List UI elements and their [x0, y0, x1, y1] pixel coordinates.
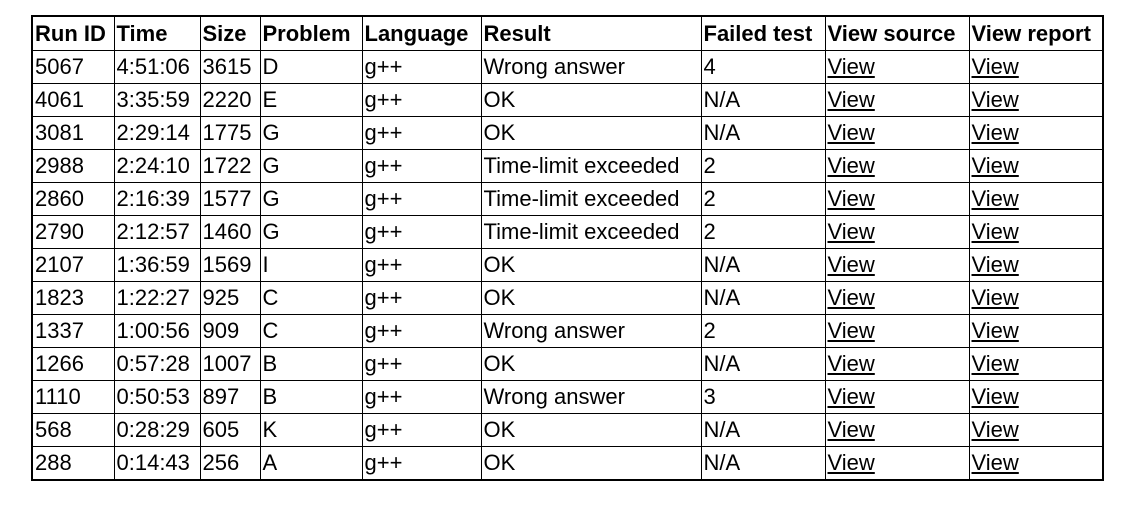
view-source-link[interactable]: View: [827, 219, 875, 244]
view-source-cell: [825, 150, 969, 183]
cell-time: 4:51:06: [114, 51, 200, 84]
view-report-cell: [969, 348, 1103, 381]
view-source-link[interactable]: View: [827, 450, 875, 475]
cell-result: Wrong answer: [481, 381, 701, 414]
cell-time: 3:35:59: [114, 84, 200, 117]
view-source-cell: [825, 51, 969, 84]
cell-failed-test: 2: [701, 216, 825, 249]
cell-language: g++: [362, 282, 481, 315]
cell-time: 0:14:43: [114, 447, 200, 481]
cell-result: OK: [481, 414, 701, 447]
cell-problem: C: [260, 315, 362, 348]
cell-failed-test: 4: [701, 51, 825, 84]
cell-language: g++: [362, 249, 481, 282]
view-source-cell: [825, 117, 969, 150]
view-source-cell: [825, 315, 969, 348]
cell-problem: G: [260, 183, 362, 216]
cell-result: Wrong answer: [481, 315, 701, 348]
cell-run-id: 288: [32, 447, 114, 481]
view-report-cell: [969, 216, 1103, 249]
cell-run-id: 1337: [32, 315, 114, 348]
cell-run-id: 4061: [32, 84, 114, 117]
header-size: Size: [200, 16, 260, 51]
cell-language: g++: [362, 51, 481, 84]
header-problem: Problem: [260, 16, 362, 51]
header-time: Time: [114, 16, 200, 51]
header-language: Language: [362, 16, 481, 51]
cell-size: 909: [200, 315, 260, 348]
table-row: [32, 216, 1103, 249]
view-report-cell: [969, 117, 1103, 150]
table-row: [32, 414, 1103, 447]
view-report-link[interactable]: View: [971, 219, 1019, 244]
cell-time: 2:29:14: [114, 117, 200, 150]
header-failed-test: Failed test: [701, 16, 825, 51]
cell-language: g++: [362, 381, 481, 414]
view-source-link[interactable]: View: [827, 186, 875, 211]
view-report-cell: [969, 414, 1103, 447]
cell-language: g++: [362, 414, 481, 447]
cell-result: Time-limit exceeded: [481, 216, 701, 249]
cell-language: g++: [362, 183, 481, 216]
view-report-cell: [969, 447, 1103, 481]
cell-result: Time-limit exceeded: [481, 150, 701, 183]
cell-problem: B: [260, 381, 362, 414]
view-source-link[interactable]: View: [827, 384, 875, 409]
cell-language: g++: [362, 150, 481, 183]
view-report-link[interactable]: View: [971, 153, 1019, 178]
cell-run-id: 1823: [32, 282, 114, 315]
view-report-link[interactable]: View: [971, 87, 1019, 112]
cell-result: OK: [481, 282, 701, 315]
table-row: [32, 183, 1103, 216]
table-row: [32, 249, 1103, 282]
cell-run-id: 1110: [32, 381, 114, 414]
cell-result: OK: [481, 84, 701, 117]
view-source-cell: [825, 282, 969, 315]
table-row: [32, 315, 1103, 348]
cell-time: 0:57:28: [114, 348, 200, 381]
cell-run-id: 2107: [32, 249, 114, 282]
cell-size: 1577: [200, 183, 260, 216]
view-report-cell: [969, 381, 1103, 414]
runs-table: [31, 15, 1104, 481]
cell-failed-test: N/A: [701, 282, 825, 315]
header-view-report: View report: [969, 16, 1103, 51]
view-report-cell: [969, 249, 1103, 282]
view-report-cell: [969, 282, 1103, 315]
view-report-link[interactable]: View: [971, 351, 1019, 376]
cell-size: 1007: [200, 348, 260, 381]
cell-size: 1775: [200, 117, 260, 150]
view-source-cell: [825, 216, 969, 249]
cell-size: 1722: [200, 150, 260, 183]
view-report-link[interactable]: View: [971, 450, 1019, 475]
view-source-cell: [825, 249, 969, 282]
cell-run-id: 3081: [32, 117, 114, 150]
cell-language: g++: [362, 84, 481, 117]
view-report-link[interactable]: View: [971, 120, 1019, 145]
view-source-cell: [825, 183, 969, 216]
cell-run-id: 5067: [32, 51, 114, 84]
table-row: [32, 348, 1103, 381]
view-source-link[interactable]: View: [827, 120, 875, 145]
view-source-link[interactable]: View: [827, 153, 875, 178]
cell-size: 897: [200, 381, 260, 414]
table-body: [32, 51, 1103, 481]
view-report-cell: [969, 51, 1103, 84]
header-view-source: View source: [825, 16, 969, 51]
cell-size: 1460: [200, 216, 260, 249]
cell-result: OK: [481, 348, 701, 381]
cell-problem: G: [260, 150, 362, 183]
view-report-link[interactable]: View: [971, 54, 1019, 79]
cell-result: OK: [481, 117, 701, 150]
cell-run-id: 1266: [32, 348, 114, 381]
cell-size: 2220: [200, 84, 260, 117]
cell-size: 3615: [200, 51, 260, 84]
cell-run-id: 2790: [32, 216, 114, 249]
cell-size: 256: [200, 447, 260, 481]
cell-problem: D: [260, 51, 362, 84]
cell-time: 1:22:27: [114, 282, 200, 315]
cell-problem: G: [260, 216, 362, 249]
table-row: [32, 282, 1103, 315]
cell-problem: A: [260, 447, 362, 481]
cell-failed-test: 2: [701, 150, 825, 183]
table-row: [32, 150, 1103, 183]
view-source-cell: [825, 84, 969, 117]
view-report-cell: [969, 183, 1103, 216]
cell-run-id: 568: [32, 414, 114, 447]
view-source-cell: [825, 447, 969, 481]
view-source-link[interactable]: View: [827, 351, 875, 376]
view-source-cell: [825, 414, 969, 447]
cell-problem: B: [260, 348, 362, 381]
cell-problem: C: [260, 282, 362, 315]
view-report-link[interactable]: View: [971, 417, 1019, 442]
view-source-link[interactable]: View: [827, 54, 875, 79]
cell-time: 2:12:57: [114, 216, 200, 249]
view-report-link[interactable]: View: [971, 384, 1019, 409]
cell-problem: K: [260, 414, 362, 447]
table-row: [32, 447, 1103, 481]
view-source-link[interactable]: View: [827, 87, 875, 112]
table-row: [32, 84, 1103, 117]
view-source-link[interactable]: View: [827, 417, 875, 442]
cell-run-id: 2860: [32, 183, 114, 216]
view-source-link[interactable]: View: [827, 252, 875, 277]
cell-result: Wrong answer: [481, 51, 701, 84]
cell-time: 2:16:39: [114, 183, 200, 216]
cell-result: OK: [481, 249, 701, 282]
table-row: [32, 117, 1103, 150]
cell-size: 605: [200, 414, 260, 447]
cell-language: g++: [362, 315, 481, 348]
table-header: [32, 16, 1103, 51]
view-report-link[interactable]: View: [971, 285, 1019, 310]
header-row: [32, 16, 1103, 51]
cell-language: g++: [362, 447, 481, 481]
table-row: [32, 51, 1103, 84]
view-report-cell: [969, 84, 1103, 117]
cell-size: 925: [200, 282, 260, 315]
cell-failed-test: N/A: [701, 249, 825, 282]
cell-failed-test: 3: [701, 381, 825, 414]
view-report-link[interactable]: View: [971, 252, 1019, 277]
cell-result: OK: [481, 447, 701, 481]
cell-language: g++: [362, 216, 481, 249]
view-report-cell: [969, 315, 1103, 348]
cell-failed-test: 2: [701, 315, 825, 348]
view-source-link[interactable]: View: [827, 318, 875, 343]
cell-size: 1569: [200, 249, 260, 282]
cell-failed-test: 2: [701, 183, 825, 216]
view-report-link[interactable]: View: [971, 318, 1019, 343]
cell-problem: E: [260, 84, 362, 117]
view-source-link[interactable]: View: [827, 285, 875, 310]
table-row: [32, 381, 1103, 414]
cell-failed-test: N/A: [701, 117, 825, 150]
header-run-id: Run ID: [32, 16, 114, 51]
cell-language: g++: [362, 117, 481, 150]
cell-result: Time-limit exceeded: [481, 183, 701, 216]
cell-failed-test: N/A: [701, 348, 825, 381]
cell-time: 0:28:29: [114, 414, 200, 447]
cell-failed-test: N/A: [701, 447, 825, 481]
view-report-link[interactable]: View: [971, 186, 1019, 211]
view-source-cell: [825, 348, 969, 381]
cell-failed-test: N/A: [701, 414, 825, 447]
view-report-cell: [969, 150, 1103, 183]
cell-problem: G: [260, 117, 362, 150]
cell-run-id: 2988: [32, 150, 114, 183]
header-result: Result: [481, 16, 701, 51]
cell-problem: I: [260, 249, 362, 282]
cell-failed-test: N/A: [701, 84, 825, 117]
cell-time: 2:24:10: [114, 150, 200, 183]
cell-time: 0:50:53: [114, 381, 200, 414]
cell-language: g++: [362, 348, 481, 381]
cell-time: 1:00:56: [114, 315, 200, 348]
view-source-cell: [825, 381, 969, 414]
cell-time: 1:36:59: [114, 249, 200, 282]
